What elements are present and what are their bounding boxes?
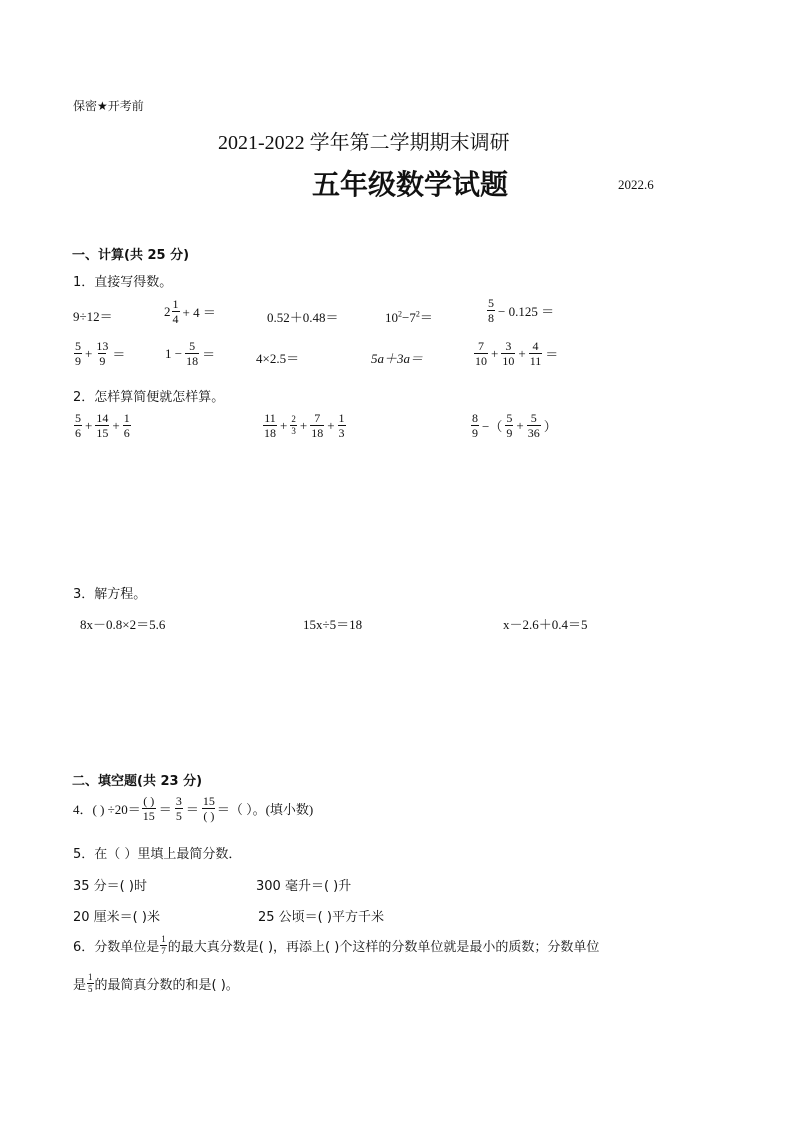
q5-item-c: 20 厘米＝( )米 xyxy=(73,910,160,925)
q2-item-a: $\frac{5}{6}$ + $\frac{14}{15}$ + $\frac{1}{6}$ xyxy=(75,411,130,440)
fraction: $\frac{1}{4}$ xyxy=(172,297,179,326)
question-6-line-2: 是 $\frac{1}{5}$ 的最简真分数的和是( )。 xyxy=(73,972,239,994)
q5-item-d: 25 公顷＝( )平方千米 xyxy=(258,910,384,925)
section-heading-calculation: 一、计算(共 25 分) xyxy=(72,248,190,263)
question-3-label: 3．解方程。 xyxy=(73,587,147,602)
q5-item-a: 35 分＝( )时 xyxy=(73,879,147,894)
q1-item-a: 9÷12＝ xyxy=(73,309,113,324)
question-1-label: 1．直接写得数。 xyxy=(73,275,173,290)
equation-3: x－2.6＋0.4＝5 xyxy=(503,617,588,632)
question-4: 4．( ) ÷20＝ $\frac{( )}{15}$ ＝ $\frac{3}{5}$ ＝ $\frac{15}{( )}$ ＝（ ）。(填小数) xyxy=(73,794,314,823)
q1-item-j: $\frac{7}{10}$ + $\frac{3}{10}$ + $\frac{4}{11}$ ＝ xyxy=(475,339,559,368)
q1-item-i: 5a＋3a＝ xyxy=(371,351,424,366)
equation-1: 8x－0.8×2＝5.6 xyxy=(80,617,166,632)
equation-2: 15x÷5＝18 xyxy=(303,617,363,632)
q1-item-b: 2 $\frac{1}{4}$ + 4 ＝ xyxy=(164,297,216,326)
q2-item-c: $\frac{8}{9}$ −（ $\frac{5}{9}$ + $\frac{5}{36}$ ） xyxy=(472,411,557,440)
q1-item-f: $\frac{5}{9}$ + $\frac{13}{9}$ ＝ xyxy=(75,339,126,368)
question-6-line-1: 6．分数单位是 $\frac{1}{7}$ 的最大真分数是( )，再添上( )个这样的分数单位就是最小的质数；分数单位 xyxy=(73,934,600,956)
q1-item-d: $10^2-7^2=$ xyxy=(385,309,433,325)
q5-item-b: 300 毫升＝( )升 xyxy=(256,879,352,894)
fraction: $\frac{5}{8}$ xyxy=(488,296,494,325)
q1-item-e: $\frac{5}{8}$ − 0.125 ＝ xyxy=(488,296,555,325)
q1-item-c: 0.52＋0.48＝ xyxy=(267,310,339,325)
exam-title: 五年级数学试题 xyxy=(312,170,509,201)
section-heading-fill-in: 二、填空题(共 23 分) xyxy=(72,774,203,789)
exam-date: 2022.6 xyxy=(618,177,654,192)
question-5-label: 5．在（ ）里填上最简分数． xyxy=(73,847,242,862)
q1-item-h: 4×2.5＝ xyxy=(256,351,300,366)
confidential-label: 保密★开考前 xyxy=(73,99,144,113)
q1-item-g: 1 − $\frac{5}{18}$ ＝ xyxy=(165,339,216,368)
exam-term-title: 2021-2022 学年第二学期期末调研 xyxy=(218,132,510,154)
q2-item-b: $\frac{11}{18}$ + $\frac{2}{3}$ + $\frac{7}{18}$ + $\frac{1}{3}$ xyxy=(264,411,345,440)
mixed-whole: 2 xyxy=(164,303,171,319)
question-2-label: 2．怎样算简便就怎样算。 xyxy=(73,390,225,405)
